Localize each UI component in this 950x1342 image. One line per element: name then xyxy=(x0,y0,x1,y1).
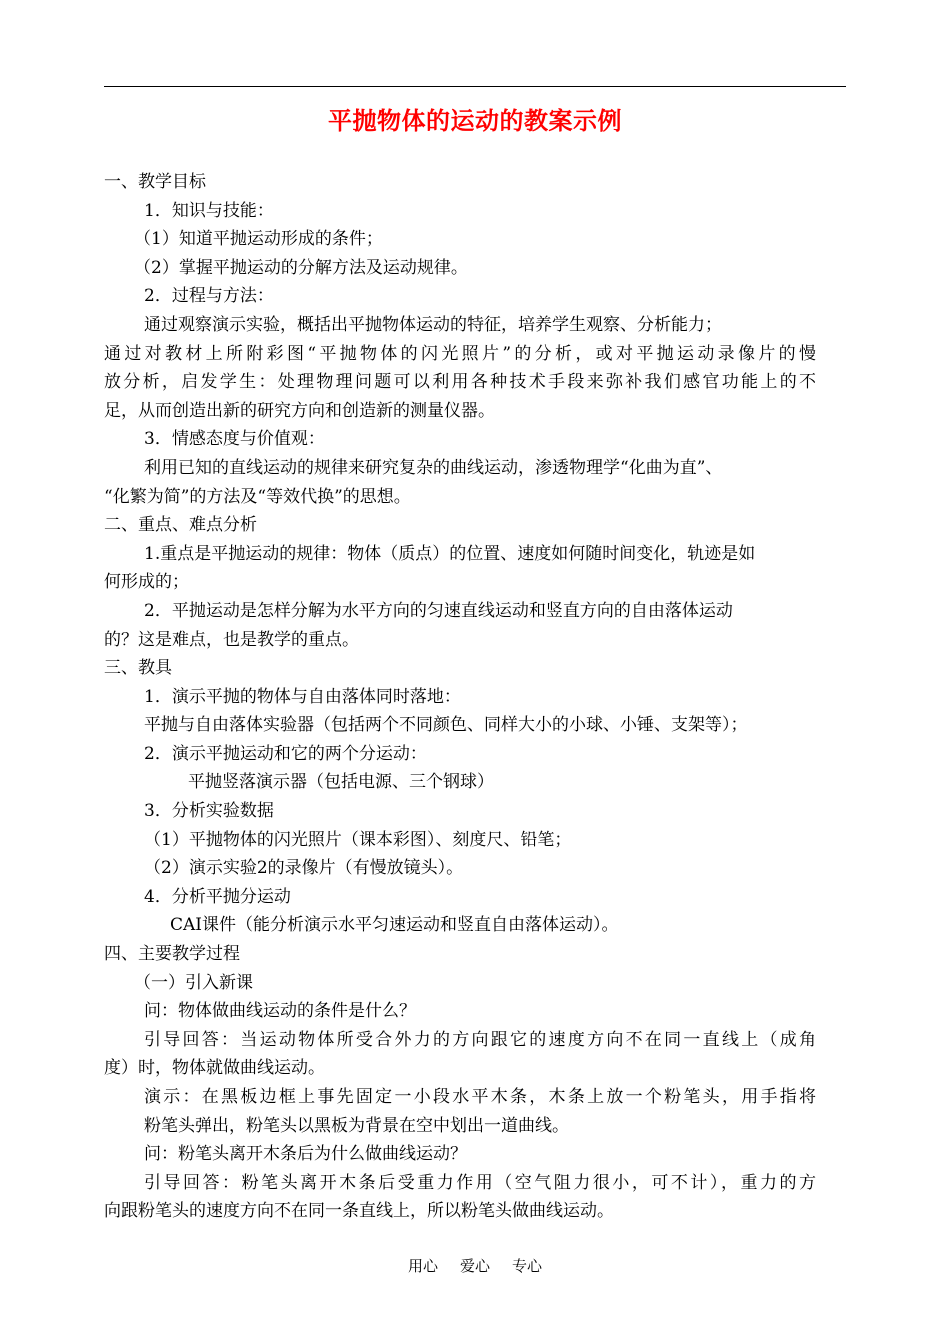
footer-text: 专心 xyxy=(512,1257,543,1275)
paragraph-line: 问：物体做曲线运动的条件是什么？ xyxy=(144,1001,416,1022)
paragraph-line: “化繁为简”的方法及“等效代换”的思想。 xyxy=(104,486,411,507)
paragraph-line: 2．平抛运动是怎样分解为水平方向的匀速直线运动和竖直方向的自由落体运动 xyxy=(144,600,733,621)
paragraph-line: 何形成的； xyxy=(104,572,189,593)
paragraph-line: 放分析，启发学生：处理物理问题可以利用各种技术手段来弥补我们感官功能上的不 xyxy=(104,372,816,393)
document-body xyxy=(104,168,816,1226)
subsection-heading: （一）引入新课 xyxy=(134,972,253,993)
list-item: （1）平抛物体的闪光照片（课本彩图）、刻度尺、铅笔； xyxy=(144,829,572,850)
paragraph-line: 平抛与自由落体实验器（包括两个不同颜色、同样大小的小球、小锤、支架等）； xyxy=(144,715,748,736)
list-item: （1）知道平抛运动形成的条件； xyxy=(134,229,383,250)
subsection-heading: 4．分析平抛分运动 xyxy=(144,886,291,907)
paragraph-line: 向跟粉笔头的速度方向不在同一条直线上，所以粉笔头做曲线运动。 xyxy=(104,1201,614,1222)
section-heading: 四、主要教学过程 xyxy=(104,944,240,965)
paragraph-line: 的？这是难点，也是教学的重点。 xyxy=(104,629,359,650)
footer-text: 用心 xyxy=(407,1257,438,1275)
paragraph-line: 粉笔头弹出，粉笔头以黑板为背景在空中划出一道曲线。 xyxy=(144,1115,569,1136)
footer-text: 爱心 xyxy=(459,1257,490,1275)
paragraph-line: 利用已知的直线运动的规律来研究复杂的曲线运动，渗透物理学“化曲为直”、 xyxy=(144,457,723,478)
paragraph-line: 通过观察演示实验，概括出平抛物体运动的特征，培养学生观察、分析能力； xyxy=(144,314,722,335)
page-footer xyxy=(0,1254,950,1278)
paragraph-line: CAI课件（能分析演示水平匀速运动和竖直自由落体运动）。 xyxy=(170,915,619,936)
paragraph-line: 通过对教材上所附彩图“平抛物体的闪光照片”的分析，或对平抛运动录像片的慢 xyxy=(104,343,816,364)
subsection-heading: 1．演示平抛的物体与自由落体同时落地： xyxy=(144,686,461,707)
paragraph-line: 足，从而创造出新的研究方向和创造新的测量仪器。 xyxy=(104,400,495,421)
section-heading: 三、教具 xyxy=(104,658,172,679)
subsection-heading: 2．演示平抛运动和它的两个分运动： xyxy=(144,743,427,764)
paragraph-line: 问：粉笔头离开木条后为什么做曲线运动？ xyxy=(144,1144,467,1165)
list-item: （2）掌握平抛运动的分解方法及运动规律。 xyxy=(134,257,468,278)
paragraph-line: 1.重点是平抛运动的规律：物体（质点）的位置、速度如何随时间变化，轨迹是如 xyxy=(144,543,756,564)
section-heading: 一、教学目标 xyxy=(104,172,206,192)
header-rule xyxy=(104,86,846,87)
subsection-heading: 3．情感态度与价值观： xyxy=(144,429,325,450)
subsection-heading: 3．分析实验数据 xyxy=(144,801,274,822)
paragraph-line: 引导回答：粉笔头离开木条后受重力作用（空气阻力很小，可不计），重力的方 xyxy=(144,1172,816,1193)
paragraph-line: 度）时，物体就做曲线运动。 xyxy=(104,1058,325,1079)
document-title: 平抛物体的运动的教案示例 xyxy=(328,107,622,135)
subsection-heading: 2．过程与方法： xyxy=(144,286,274,307)
subsection-heading: 1．知识与技能： xyxy=(144,200,274,221)
paragraph-line: 演示：在黑板边框上事先固定一小段水平木条，木条上放一个粉笔头，用手指将 xyxy=(144,1087,816,1107)
paragraph-line: 引导回答：当运动物体所受合外力的方向跟它的速度方向不在同一直线上（成角 xyxy=(144,1029,816,1050)
list-item: （2）演示实验2的录像片（有慢放镜头）。 xyxy=(144,858,464,879)
paragraph-line: 平抛竖落演示器（包括电源、三个钢球） xyxy=(188,772,494,793)
section-heading: 二、重点、难点分析 xyxy=(104,515,257,536)
